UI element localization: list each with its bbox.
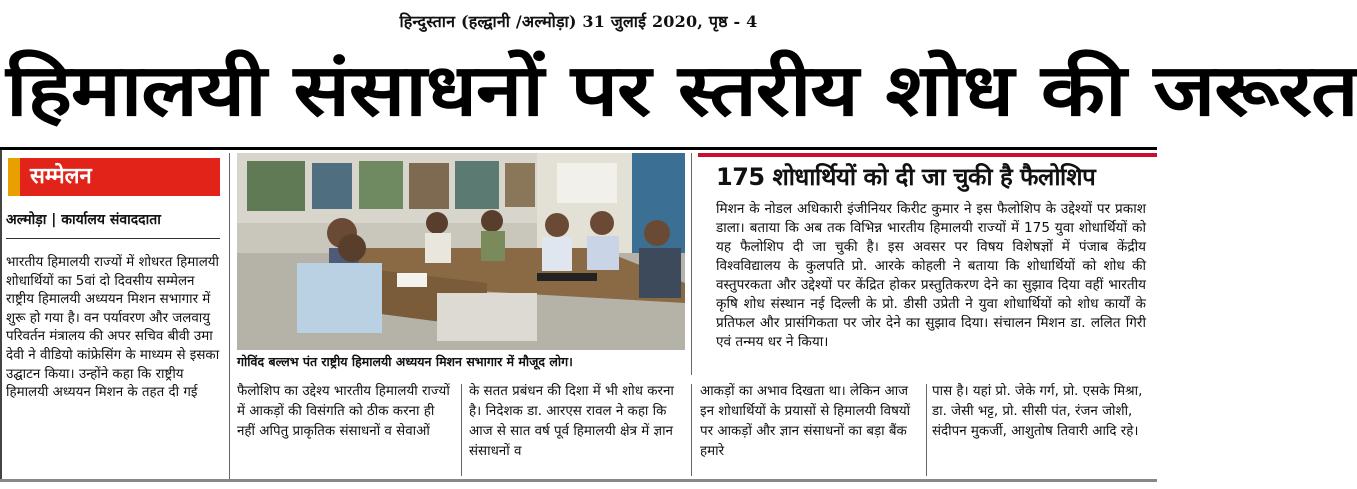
photo-caption: गोविंद बल्लभ पंत राष्ट्रीय हिमालयी अध्ययन मिशन सभागार में मौजूद लोग। <box>237 354 573 369</box>
right-article-body: मिशन के नोडल अधिकारी इंजीनियर किरीट कुमार ने इस फैलोशिप के उद्देश्यों पर प्रकाश डाला। बताया कि अब तक विभिन्न भारतीय हिमालयी राज्यों में 175 युवा शोधार्थियों को यह फैलोशिप दी जा चुकी है। इस अवसर पर विषय विशेषज्ञों में पंजाब केंद्रीय विश्वविद्यालय के कुलपति प्रो. आरके कोहली ने बताया कि शोधार्थियों को शोध की वस्तुपरकता और उद्देश्यों पर केंद्रित होकर प्रस्तुतिकरण देने का सुझाव दिया वहीं भारतीय कृषि शोध संस्थान नई दिल्ली के प्रो. डीसी उप्रेती ने युवा शोधार्थियों को शोध कार्यों के प्रतिफल और प्रासंगिकता पर जोर देने का सुझाव दिया। संचालन मिशन डा. ललित गिरी एवं तन्मय धर ने किया। <box>716 201 1147 350</box>
bottom-column-3: आकड़ों का अभाव दिखता था। लेकिन आज इन शोधार्थियों के प्रयासों से हिमालयी विषयों पर आकड़ों और ज्ञान संसाधनों का बड़ा बैंक हमारे <box>700 384 911 459</box>
column-divider <box>691 153 692 375</box>
bottom-rule <box>0 479 1157 482</box>
subhead-rule <box>698 153 1157 157</box>
bottom-column-2: के सतत प्रबंधन की दिशा में भी शोध करना है। निदेशक डा. आरएस रावल ने कहा कि आज से सात वर्ष पूर्व हिमालयी क्षेत्र में ज्ञान संसाधनों व <box>469 384 674 459</box>
bottom-column-4: पास है। यहां प्रो. जेके गर्ग, प्रो. एसके मिश्रा, डा. जेसी भट्ट, प्रो. सीसी पंत, रंजन जोशी, संदीपन मुकर्जी, आशुतोष तिवारी आदि रहे। <box>932 384 1143 439</box>
byline-rule <box>6 238 220 239</box>
bottom-column-1: फैलोशिप का उद्देश्य भारतीय हिमालयी राज्यों में आकड़ों की विसंगति को ठीक करना ही नहीं अपितु प्राकृतिक संसाधनों व सेवाओं <box>237 384 450 439</box>
left-article-body: भारतीय हिमालयी राज्यों में शोधरत हिमालयी शोधार्थियों का 5वां दो दिवसीय सम्मेलन राष्ट्रीय हिमालयी अध्ययन मिशन सभागार में शुरू हो गया है। वन पर्यावरण और जलवायु परिवर्तन मंत्रालय की अपर सचिव बीवी उमा देवी ने वीडियो कांफ्रेसिंग के माध्यम से इसका उद्घाटन किया। उन्होंने कहा कि राष्ट्रीय हिमालयी अध्ययन मिशन के तहत दी गई <box>6 255 220 401</box>
rubric-label: सम्मेलन <box>20 158 220 196</box>
dateline: हिन्दुस्तान (हल्द्वानी /अल्मोड़ा) 31 जुलाई 2020, पृष्ठ - 4 <box>399 12 758 31</box>
meeting-photo <box>237 153 685 350</box>
column-divider <box>926 384 927 476</box>
meeting-photo-illustration <box>237 153 685 350</box>
left-column <box>0 150 228 489</box>
column-divider <box>461 384 462 476</box>
byline: अल्मोड़ा | कार्यालय संवाददाता <box>6 212 161 228</box>
rubric-accent-bar <box>8 158 20 196</box>
rubric <box>8 158 220 196</box>
headline: हिमालयी संसाधनों पर स्तरीय शोध की जरूरत <box>6 48 1357 132</box>
subheadline: 175 शोधार्थियों को दी जा चुकी है फैलोशिप <box>716 163 1096 191</box>
column-divider <box>691 384 692 476</box>
column-divider <box>229 153 230 479</box>
